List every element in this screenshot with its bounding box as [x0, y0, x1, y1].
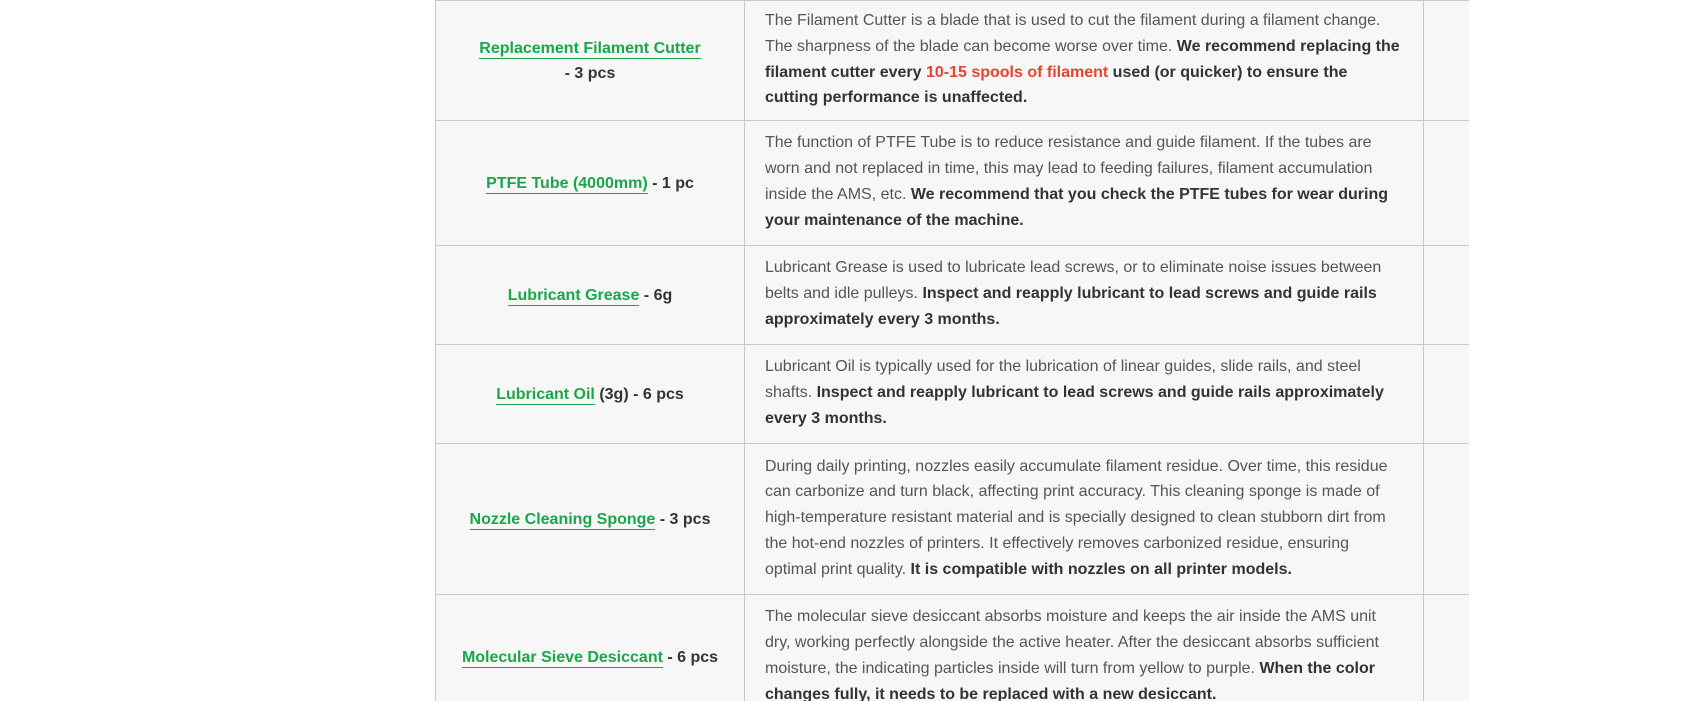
part-name-cell [436, 1, 745, 121]
table-row [436, 246, 1470, 345]
table-row [436, 595, 1470, 701]
extra-cell [1424, 345, 1470, 444]
recommendation-text: We recommend that you check the PTFE tubes for wear during your maintenance of the machine. [765, 186, 1388, 229]
recommendation-text-end: used (or quicker) to ensure the cutting performance is unaffected. [765, 63, 1348, 107]
part-link-replacement-filament-cutter[interactable]: Replacement Filament Cutter [479, 39, 701, 57]
part-link-molecular-sieve-desiccant[interactable]: Molecular Sieve Desiccant [461, 648, 663, 666]
part-description-cell [745, 345, 1424, 444]
description-text: Lubricant Oil is typically used for the lubrication of linear guides, slide rails, and steel shafts. [765, 358, 1361, 402]
recommendation-text: When the color changes fully, it needs to be replaced with a new desiccant. [765, 660, 1375, 701]
part-name-cell [436, 595, 745, 701]
part-quantity: - 6g [639, 286, 673, 304]
description-text: The Filament Cutter is a blade that is used to cut the filament during a filament change. The sharpness of the blade can become worse over time. [765, 11, 1381, 55]
extra-cell [1424, 121, 1470, 246]
description-text: During daily printing, nozzles easily accumulate filament residue. Over time, this residue can carbonize and turn black, affecting print accuracy. This cleaning sponge is made of high-temperature resistant material and is specially designed to clean stubborn dirt from the hot-end nozzles of printers. It effectively removes carbonized residue, ensuring optimal print quality. [765, 457, 1388, 578]
spool-count-highlight: 10-15 spools of filament [925, 63, 1109, 81]
part-link-lubricant-grease[interactable]: Lubricant Grease [507, 286, 640, 304]
extra-cell [1424, 595, 1470, 701]
part-description-cell [745, 444, 1424, 595]
parts-table-container [435, 0, 1469, 701]
part-description-cell [745, 246, 1424, 345]
table-row [436, 444, 1470, 595]
description-text: The molecular sieve desiccant absorbs moisture and keeps the air inside the AMS unit dry, working perfectly alongside the active heater. After the desiccant absorbs sufficient moisture, the indicating particles inside will turn from yellow to purple. [765, 608, 1379, 677]
extra-cell [1424, 246, 1470, 345]
part-description-cell [745, 595, 1424, 701]
part-name-cell [436, 444, 745, 595]
table-row [436, 1, 1470, 121]
part-quantity: - 3 pcs [655, 510, 711, 528]
part-link-lubricant-oil[interactable]: Lubricant Oil [496, 385, 595, 403]
part-quantity: - 1 pc [647, 174, 694, 192]
description-text: Lubricant Grease is used to lubricate lead screws, or to eliminate noise issues between belts and idle pulleys. [765, 259, 1382, 303]
description-text: The function of PTFE Tube is to reduce resistance and guide filament. If the tubes are worn and not replaced in time, this may lead to feeding failures, filament accumulation inside the AMS, etc. [765, 134, 1373, 203]
recommendation-text: We recommend replacing the filament cutter every [765, 37, 1400, 81]
part-name-cell [436, 345, 745, 444]
part-quantity: (3g) - 6 pcs [594, 385, 684, 403]
recommendation-text: Inspect and reapply lubricant to lead screws and guide rails approximately every 3 months. [765, 384, 1384, 427]
part-link-ptfe-tube[interactable]: PTFE Tube (4000mm) [486, 174, 648, 192]
recommendation-text: It is compatible with nozzles on all printer models. [910, 560, 1292, 578]
extra-cell [1424, 444, 1470, 595]
part-description-cell [745, 121, 1424, 246]
extra-cell [1424, 1, 1470, 121]
part-name-cell [436, 246, 745, 345]
part-quantity: - 3 pcs [564, 64, 616, 82]
table-row [436, 345, 1470, 444]
part-name-cell [436, 121, 745, 246]
part-link-nozzle-cleaning-sponge[interactable]: Nozzle Cleaning Sponge [469, 510, 656, 528]
part-quantity: - 6 pcs [662, 648, 719, 666]
recommendation-text: Inspect and reapply lubricant to lead screws and guide rails approximately every 3 months. [765, 285, 1377, 328]
parts-table [435, 0, 1469, 701]
table-row [436, 121, 1470, 246]
part-description-cell [745, 1, 1424, 121]
